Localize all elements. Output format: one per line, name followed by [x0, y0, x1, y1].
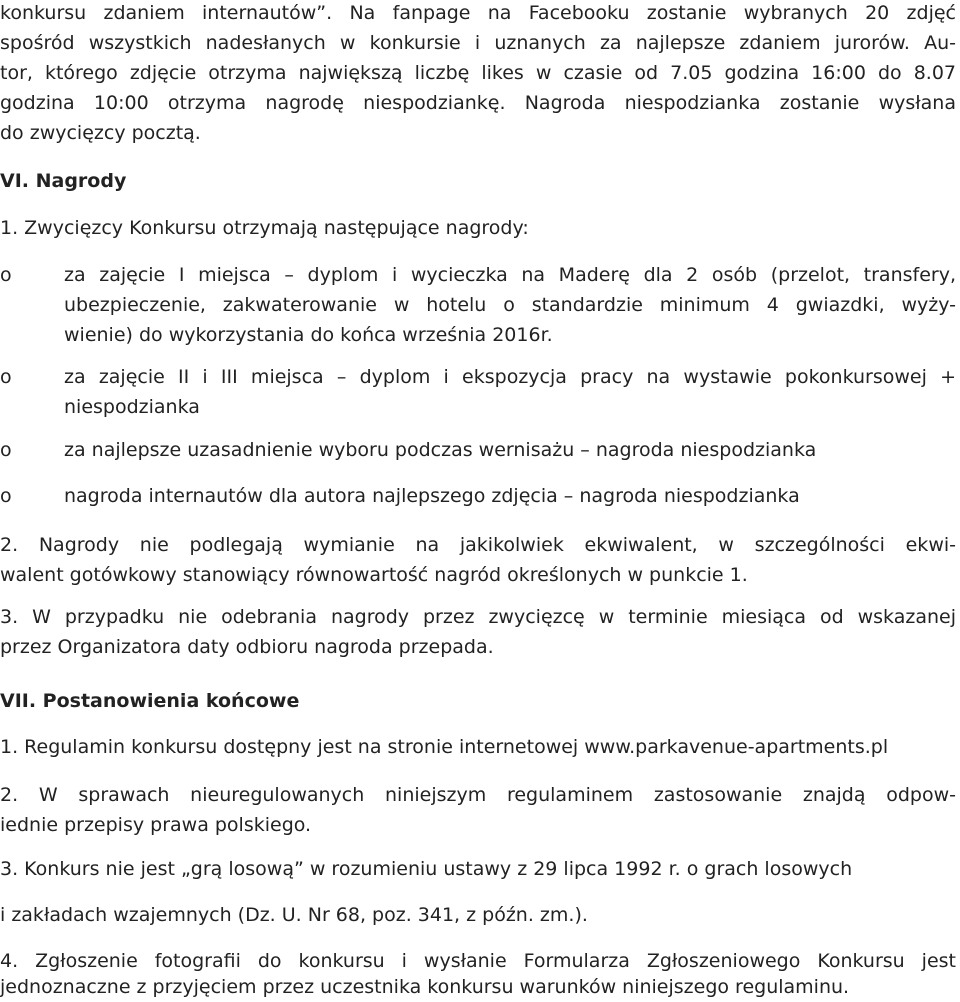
intro-line-1: konkursu zdaniem internautów”. Na fanpage na Facebooku zostanie wybranych 20 zdjęć	[0, 2, 956, 24]
section-7-point-4-line-2: jednoznaczne z przyjęciem przez uczestnika konkursu warunków niniejszego regulaminu.	[0, 976, 850, 998]
section-7-point-2-line-2: iednie przepisy prawa polskiego.	[0, 814, 312, 836]
prize-item-1-line-2: ubezpieczenie, zakwaterowanie w hotelu o standardzie minimum 4 gwiazdki, wyży-	[64, 294, 956, 316]
section-7-point-3-line-2: i zakładach wzajemnych (Dz. U. Nr 68, poz. 341, z późn. zm.).	[0, 904, 588, 926]
section-6-point-2-line-2: walent gotówkowy stanowiący równowartość nagród określonych w punkcie 1.	[0, 564, 748, 586]
prize-item-1-line-3: wienie) do wykorzystania do końca września 2016r.	[64, 324, 553, 346]
section-6-point-3-line-2: przez Organizatora daty odbioru nagroda przepada.	[0, 636, 494, 658]
section-7-point-2-line-1: 2. W sprawach nieuregulowanych niniejszym regulaminem zastosowanie znajdą odpow-	[0, 784, 956, 806]
bullet-mark: o	[0, 264, 12, 286]
bullet-mark: o	[0, 439, 12, 461]
section-7-point-3-line-1: 3. Konkurs nie jest „grą losową” w rozumieniu ustawy z 29 lipca 1992 r. o grach losowych	[0, 858, 853, 880]
bullet-mark: o	[0, 485, 12, 507]
intro-line-5: do zwycięzcy pocztą.	[0, 122, 201, 144]
prize-item-2-line-1: za zajęcie II i III miejsca – dyplom i ekspozycja pracy na wystawie pokonkursowej +	[64, 366, 956, 388]
intro-line-2: spośród wszystkich nadesłanych w konkursie i uznanych za najlepsze zdaniem jurorów. Au-	[0, 32, 956, 54]
prize-item-4-line-1: nagroda internautów dla autora najlepszego zdjęcia – nagroda niespodzianka	[64, 485, 800, 507]
bullet-mark: o	[0, 366, 12, 388]
section-7-heading: VII. Postanowienia końcowe	[0, 690, 300, 712]
prize-list-item-4	[0, 483, 956, 513]
prize-item-2-line-2: niespodzianka	[64, 396, 200, 418]
prize-item-3-line-1: za najlepsze uzasadnienie wyboru podczas wernisażu – nagroda niespodzianka	[64, 439, 817, 461]
section-6-heading: VI. Nagrody	[0, 170, 127, 192]
section-6-point-3-line-1: 3. W przypadku nie odebrania nagrody przez zwycięzcę w terminie miesiąca od wskazanej	[0, 606, 956, 628]
section-6-point-1: 1. Zwycięzcy Konkursu otrzymają następujące nagrody:	[0, 217, 529, 239]
intro-line-4: godzina 10:00 otrzyma nagrodę niespodziankę. Nagroda niespodzianka zostanie wysłana	[0, 92, 956, 114]
prize-item-1-line-1: za zajęcie I miejsca – dyplom i wycieczka na Maderę dla 2 osób (przelot, transfery,	[64, 264, 956, 286]
intro-line-3: tor, którego zdjęcie otrzyma największą liczbę likes w czasie od 7.05 godzina 16:00 do 8.07	[0, 62, 956, 84]
section-7-point-4-line-1: 4. Zgłoszenie fotografii do konkursu i wysłanie Formularza Zgłoszeniowego Konkursu jest	[0, 950, 956, 972]
section-7-point-1: 1. Regulamin konkursu dostępny jest na stronie internetowej www.parkavenue-apartments.pl	[0, 736, 889, 758]
prize-list-item-2	[0, 364, 956, 424]
prize-list-item-1	[0, 262, 956, 352]
section-6-point-2-line-1: 2. Nagrody nie podlegają wymianie na jakikolwiek ekwiwalent, w szczególności ekwi-	[0, 534, 956, 556]
prize-list-item-3	[0, 437, 956, 467]
